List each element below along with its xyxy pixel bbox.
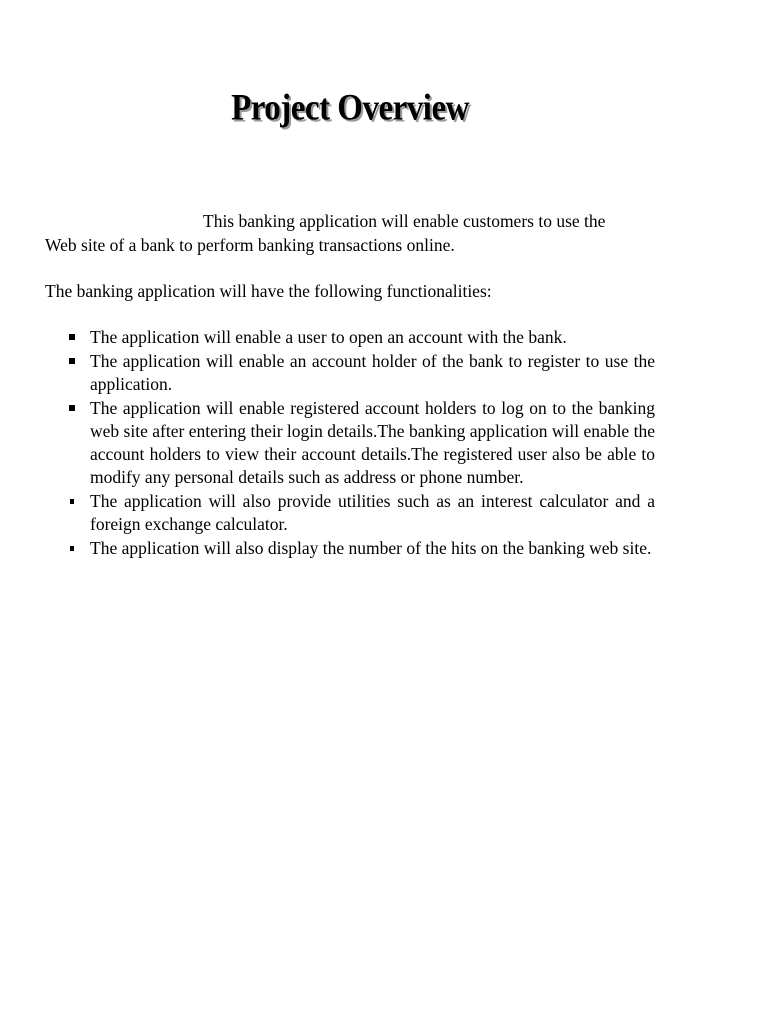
list-item-text: The application will enable registered account holders to log on to the banking web site after entering their login details.The banking application will enable the account holders to view their account details.The registered user also be able to modify any personal details such as address or phone number. (90, 397, 655, 488)
square-bullet-icon (69, 405, 75, 411)
small-square-bullet-icon (70, 499, 74, 504)
page-title: Project Overview (231, 88, 469, 129)
square-bullet-icon (69, 358, 75, 364)
list-item (45, 397, 655, 490)
list-item (45, 350, 655, 396)
small-square-bullet-icon (70, 546, 74, 551)
list-item-text: The application will also provide utilities such as an interest calculator and a foreign exchange calculator. (90, 490, 655, 535)
list-item-text: The application will enable a user to open an account with the bank. (90, 327, 567, 347)
functionality-list (45, 326, 655, 561)
list-item-text: The application will enable an account holder of the bank to register to use the application. (90, 350, 655, 394)
list-item-text: The application will also display the number of the hits on the banking web site. (90, 537, 652, 558)
list-item (45, 537, 655, 560)
lead-paragraph: The banking application will have the following functionalities: (45, 281, 492, 301)
list-item (45, 490, 655, 536)
intro-paragraph: This banking application will enable customers to use the Web site of a bank to perform banking transactions online. (45, 211, 606, 255)
list-item (45, 326, 655, 349)
square-bullet-icon (69, 334, 75, 340)
